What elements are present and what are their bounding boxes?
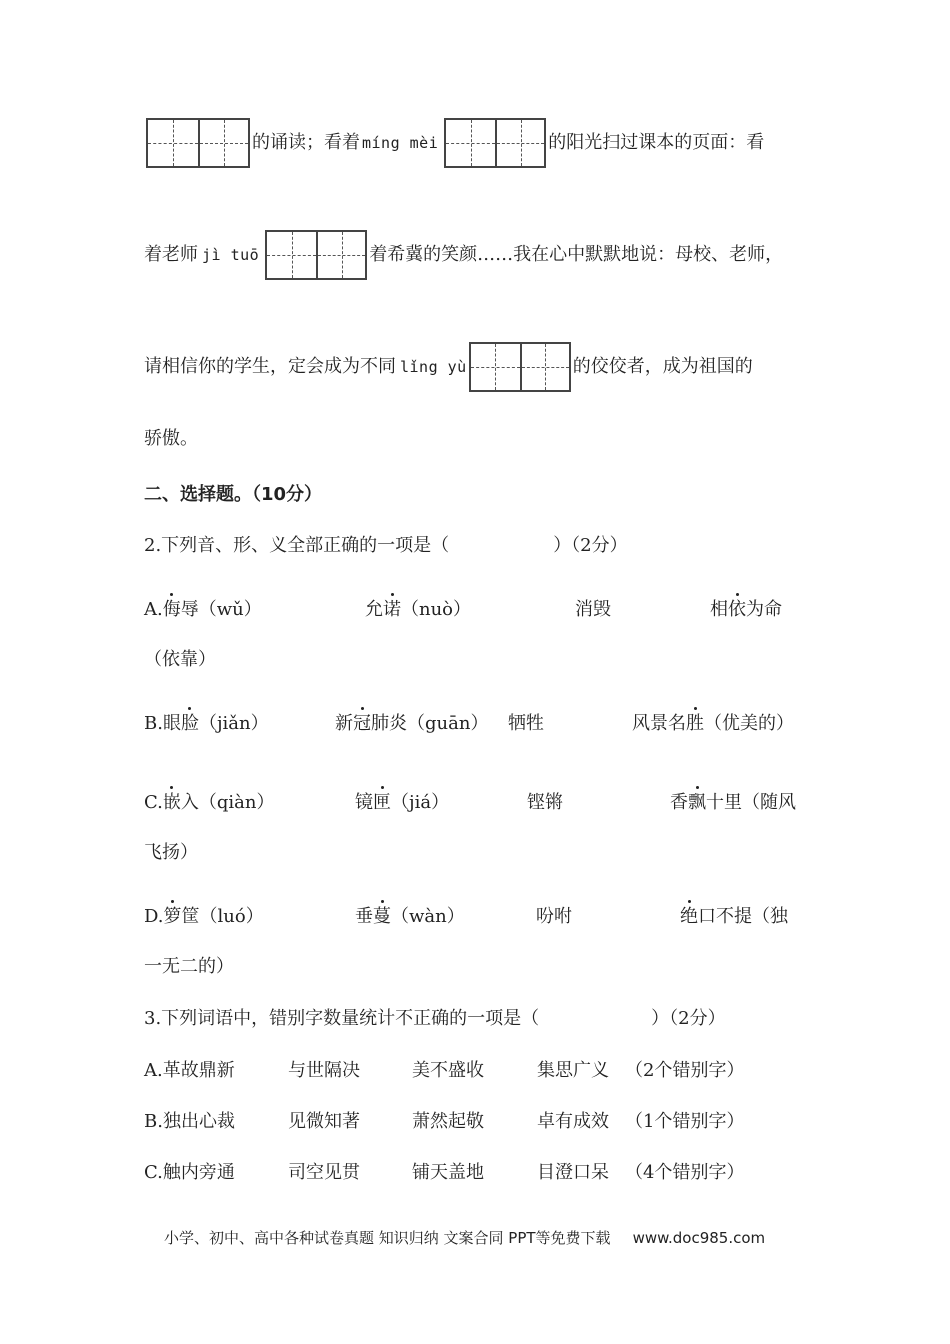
option-word: C.嵌入（qiàn）: [144, 790, 274, 816]
passage-text: 的阳光扫过课本的页面：看: [548, 132, 765, 153]
passage-line-3: [144, 342, 753, 392]
option-word: 目澄口呆: [537, 1162, 609, 1183]
option-word: A.革故鼎新: [144, 1060, 235, 1081]
error-count: （1个错别字）: [625, 1111, 745, 1132]
passage-text: 请相信你的学生，定会成为不同: [144, 356, 396, 377]
option-word: 铺天盖地: [412, 1162, 484, 1183]
option-word: D.箩筐（luó）: [144, 904, 264, 930]
option-continuation: 一无二的）: [144, 956, 234, 977]
passage-text: 的佼佼者，成为祖国的: [572, 356, 753, 377]
option-word: 风景名胜（优美的）: [632, 711, 794, 737]
pinyin-prompt: jì tuō: [202, 246, 260, 264]
option-word: 消毁: [575, 599, 611, 620]
passage-text: 骄傲。: [144, 428, 198, 449]
option-word: 集思广义: [537, 1060, 609, 1081]
passage-line-4: [144, 426, 198, 452]
option-word: 新冠肺炎（guān）: [335, 711, 488, 737]
pinyin-prompt: míng mèi: [362, 134, 439, 152]
page-footer: [164, 1227, 765, 1248]
question-3-stem: 3.下列词语中，错别字数量统计不正确的一项是（ ）（2分）: [144, 1008, 726, 1029]
option-word: 香飘十里（随风: [670, 790, 796, 816]
error-count: （2个错别字）: [625, 1060, 745, 1081]
option-word: 见微知著: [288, 1111, 360, 1132]
tianzige-answer-box[interactable]: [265, 230, 367, 280]
option-word: 萧然起敬: [412, 1111, 484, 1132]
passage-text: 着老师: [144, 244, 198, 265]
tianzige-answer-box[interactable]: [146, 118, 250, 168]
passage-line-1: [144, 118, 764, 168]
option-word: 吩咐: [536, 906, 572, 927]
option-word: 美不盛收: [412, 1060, 484, 1081]
option-word: B.眼脸（jiǎn）: [144, 711, 269, 737]
option-continuation: （依靠）: [144, 649, 216, 670]
tianzige-answer-box[interactable]: [444, 118, 546, 168]
option-word: 司空见贯: [288, 1162, 360, 1183]
option-word: A.侮辱（wǔ）: [144, 597, 262, 623]
option-word: B.独出心裁: [144, 1111, 235, 1132]
option-word: 与世隔决: [288, 1060, 360, 1081]
option-word: 绝口不提（独: [680, 904, 788, 930]
option-word: 牺牲: [508, 713, 544, 734]
section-2-heading: 二、选择题。（10分）: [144, 484, 323, 505]
option-word: 垂蔓（wàn）: [355, 904, 465, 930]
option-word: 卓有成效: [537, 1111, 609, 1132]
option-word: 相依为命: [710, 597, 782, 623]
passage-text: 着希冀的笑颜……我在心中默默地说：母校、老师，: [369, 244, 784, 265]
footer-text: 小学、初中、高中各种试卷真题 知识归纳 文案合同 PPT等免费下载: [164, 1229, 611, 1247]
error-count: （4个错别字）: [625, 1162, 745, 1183]
pinyin-prompt: lǐng yù: [400, 358, 467, 376]
tianzige-answer-box[interactable]: [469, 342, 571, 392]
passage-text: 的诵读；看着: [252, 132, 360, 153]
option-continuation: 飞扬）: [144, 842, 198, 863]
footer-url-link[interactable]: www.doc985.com: [632, 1229, 766, 1247]
question-2-stem: 2.下列音、形、义全部正确的一项是（ ）（2分）: [144, 535, 628, 556]
option-word: 镜匣（jiá）: [355, 790, 449, 816]
option-word: 铿锵: [527, 792, 563, 813]
option-word: 允诺（nuò）: [365, 597, 471, 623]
option-word: C.触内旁通: [144, 1162, 235, 1183]
passage-line-2: [144, 230, 783, 280]
